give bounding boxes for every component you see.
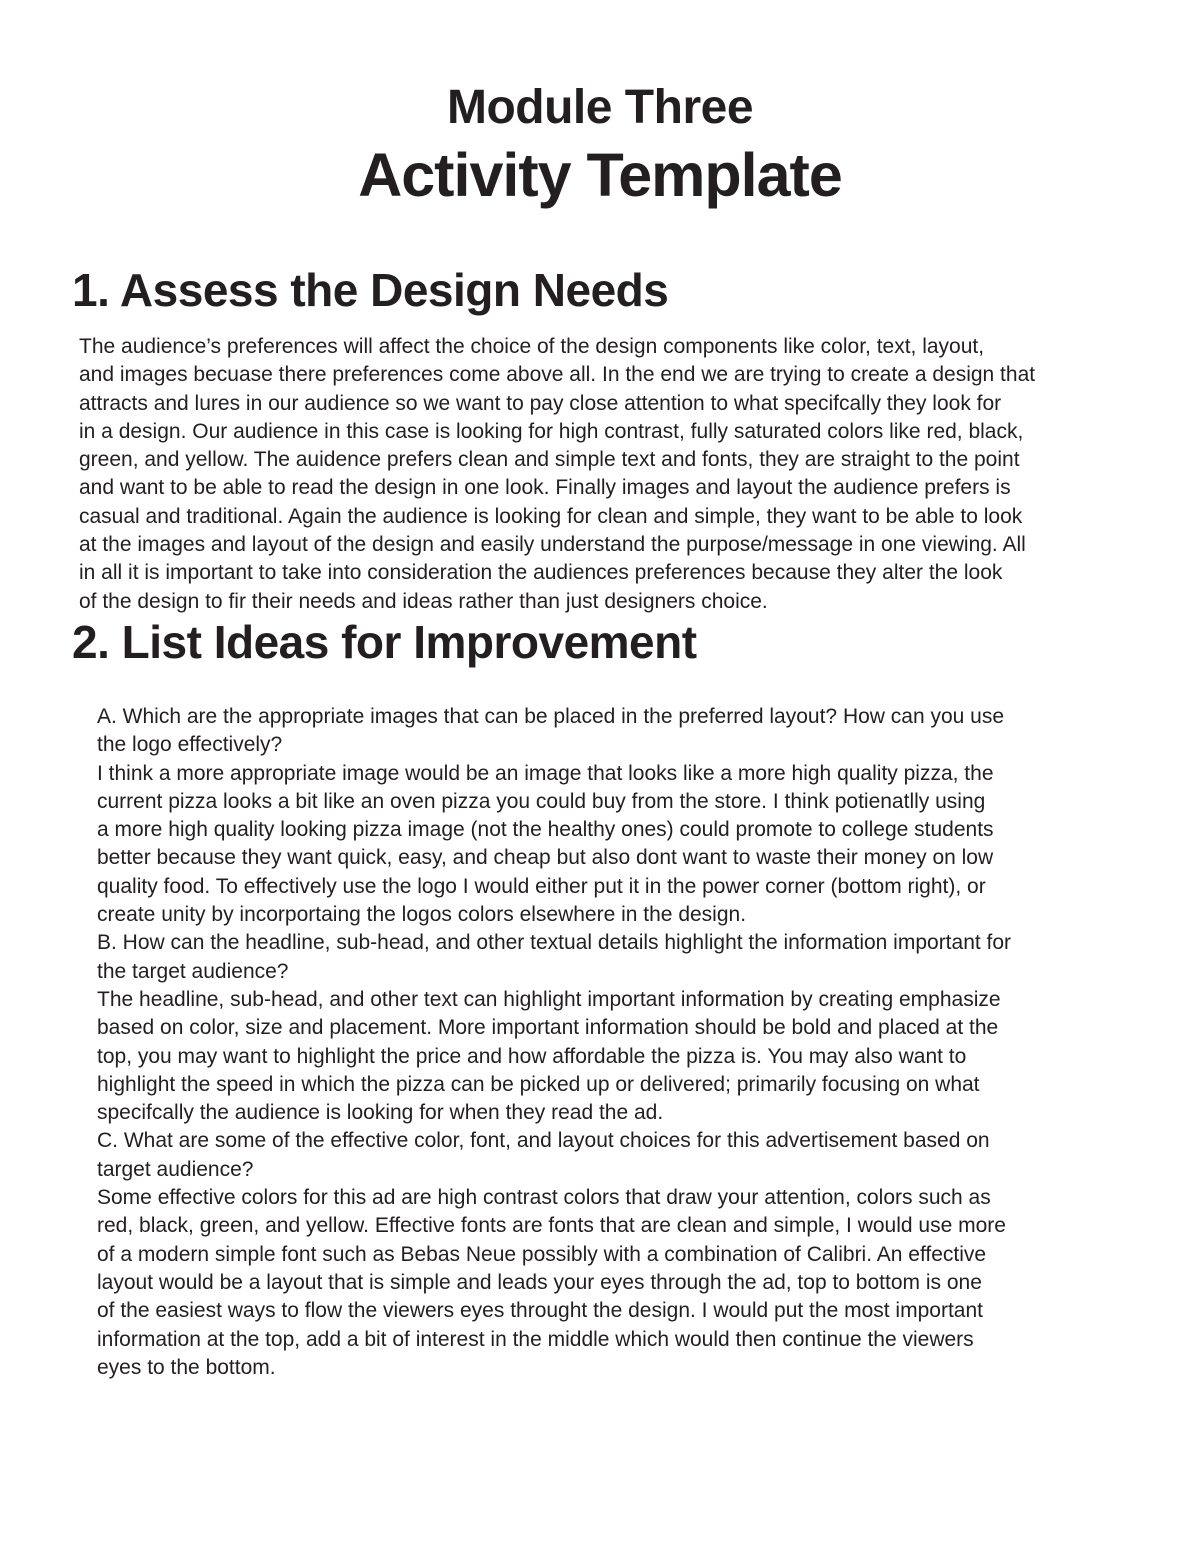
question-c-line: target audience? xyxy=(97,1157,254,1181)
answer-b-line: The headline, sub-head, and other text can highlight important information by creating emphasize xyxy=(97,987,1001,1011)
answer-a-line: quality food. To effectively use the logo I would either put it in the power corner (bottom right), or xyxy=(97,874,986,898)
section1-line: of the design to fir their needs and ideas rather than just designers choice. xyxy=(79,589,768,613)
section1-line: The audience’s preferences will affect the choice of the design components like color, text, layout, xyxy=(79,335,985,358)
section1-line: in a design. Our audience in this case is looking for high contrast, fully saturated colors like red, black, xyxy=(79,419,1024,443)
answer-a-line: better because they want quick, easy, and cheap but also dont want to waste their money on low xyxy=(97,846,994,870)
answer-c-line: Some effective colors for this ad are high contrast colors that draw your attention, colors such as xyxy=(97,1186,991,1210)
question-b-line: the target audience? xyxy=(97,959,289,983)
template-title: Activity Template xyxy=(358,141,842,209)
answer-b-line: specifcally the audience is looking for when they read the ad. xyxy=(97,1101,664,1125)
answer-b-line: based on color, size and placement. More important information should be bold and placed at the xyxy=(97,1016,999,1040)
section1-line: attracts and lures in our audience so we want to pay close attention to what specifcally they look for xyxy=(79,391,1002,415)
answer-c-line: information at the top, add a bit of interest in the middle which would then continue the viewers xyxy=(97,1327,974,1351)
answer-c-line: of the easiest ways to flow the viewers eyes throught the design. I would put the most important xyxy=(97,1299,983,1323)
section1-line: and want to be able to read the design in one look. Finally images and layout the audience prefers is xyxy=(79,476,1011,500)
answer-a-line: current pizza looks a bit like an oven pizza you could buy from the store. I think potienatlly using xyxy=(97,789,986,813)
answer-c-line: eyes to the bottom. xyxy=(97,1355,276,1379)
answer-a-line: a more high quality looking pizza image (not the healthy ones) could promote to college students xyxy=(97,818,994,842)
answer-b-line: highlight the speed in which the pizza can be picked up or delivered; primarily focusing on what xyxy=(97,1072,980,1096)
section1-body xyxy=(79,333,1139,616)
answer-b-line: top, you may want to highlight the price and how affordable the pizza is. You may also want to xyxy=(97,1044,967,1068)
section1-line: and images becuase there preferences come above all. In the end we are trying to create a design that xyxy=(79,363,1036,387)
section2-heading: 2. List Ideas for Improvement xyxy=(72,616,697,668)
section1-line: casual and traditional. Again the audience is looking for clean and simple, they want to be able to look xyxy=(79,504,1023,528)
module-title: Module Three xyxy=(446,81,754,134)
title-block xyxy=(0,78,1200,212)
answer-c-line: layout would be a layout that is simple and leads your eyes through the ad, top to bottom is one xyxy=(97,1270,982,1294)
answer-c-line: red, black, green, and yellow. Effective fonts are fonts that are clean and simple, I would use more xyxy=(97,1214,1006,1238)
answer-a-line: create unity by incorportaing the logos colors elsewhere in the design. xyxy=(97,903,747,927)
answer-a-line: I think a more appropriate image would be an image that looks like a more high quality pizza, the xyxy=(97,761,994,785)
question-c-line: C. What are some of the effective color, font, and layout choices for this advertisement based on xyxy=(97,1129,990,1153)
question-b-line: B. How can the headline, sub-head, and other textual details highlight the information important for xyxy=(97,931,1012,955)
section1-line: in all it is important to take into consideration the audiences preferences because they alter the look xyxy=(79,561,1003,585)
section1-line: green, and yellow. The auidence prefers clean and simple text and fonts, they are straight to the point xyxy=(79,448,1020,472)
section1-heading: 1. Assess the Design Needs xyxy=(72,264,669,316)
question-a-line: A. Which are the appropriate images that can be placed in the preferred layout? How can you use xyxy=(97,705,1005,728)
question-a-line: the logo effectively? xyxy=(97,733,283,757)
section2-body xyxy=(97,703,1137,1382)
section1-line: at the images and layout of the design and easily understand the purpose/message in one viewing. All xyxy=(79,533,1026,557)
answer-c-line: of a modern simple font such as Bebas Neue possibly with a combination of Calibri. An effective xyxy=(97,1242,987,1266)
